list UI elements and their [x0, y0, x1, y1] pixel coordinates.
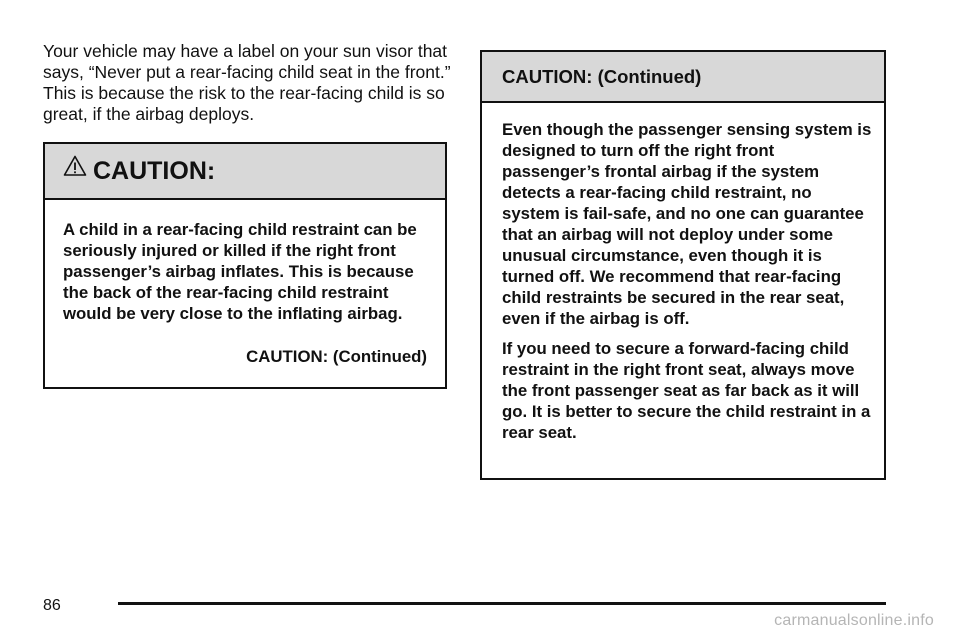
caution-title: CAUTION: [93, 156, 216, 185]
intro-paragraph: Your vehicle may have a label on your sun visor that says, “Never put a rear-facing child seat in the front.” This is because the risk to the rear-facing child is so great, if the airbag deploys. [43, 41, 451, 124]
caution-paragraph-2: If you need to secure a forward-facing child restraint in the right front seat, always move the front passenger seat as far back as it will go. It is better to secure the child restraint in a rear seat. [502, 339, 871, 442]
caution-header [45, 144, 445, 200]
watermark: carmanualsonline.info [774, 612, 934, 629]
caution-paragraph-1: Even though the passenger sensing system is designed to turn off the right front passenger’s frontal airbag if the system detects a rear-facing child restraint, no system is fail-safe, and no one can guarantee that an airbag will not deploy under some unusual circumstance, even though it is turned off. We recommend that rear-facing child restraints be secured in the rear seat, even if the airbag is off. [502, 120, 872, 328]
caution-continued-header [482, 52, 884, 103]
caution-body: A child in a rear-facing child restraint can be seriously injured or killed if the right front passenger’s airbag inflates. This is because the back of the rear-facing child restraint would be very close to the inflating airbag. [63, 220, 417, 323]
footer-rule [118, 602, 886, 605]
caution-continued-title: CAUTION: (Continued) [502, 65, 702, 87]
warning-triangle-icon [63, 154, 87, 178]
page-number: 86 [43, 597, 61, 614]
caution-box-right [480, 50, 886, 480]
caution-box-left [43, 142, 447, 389]
caution-continued-note: CAUTION: (Continued) [246, 347, 427, 366]
